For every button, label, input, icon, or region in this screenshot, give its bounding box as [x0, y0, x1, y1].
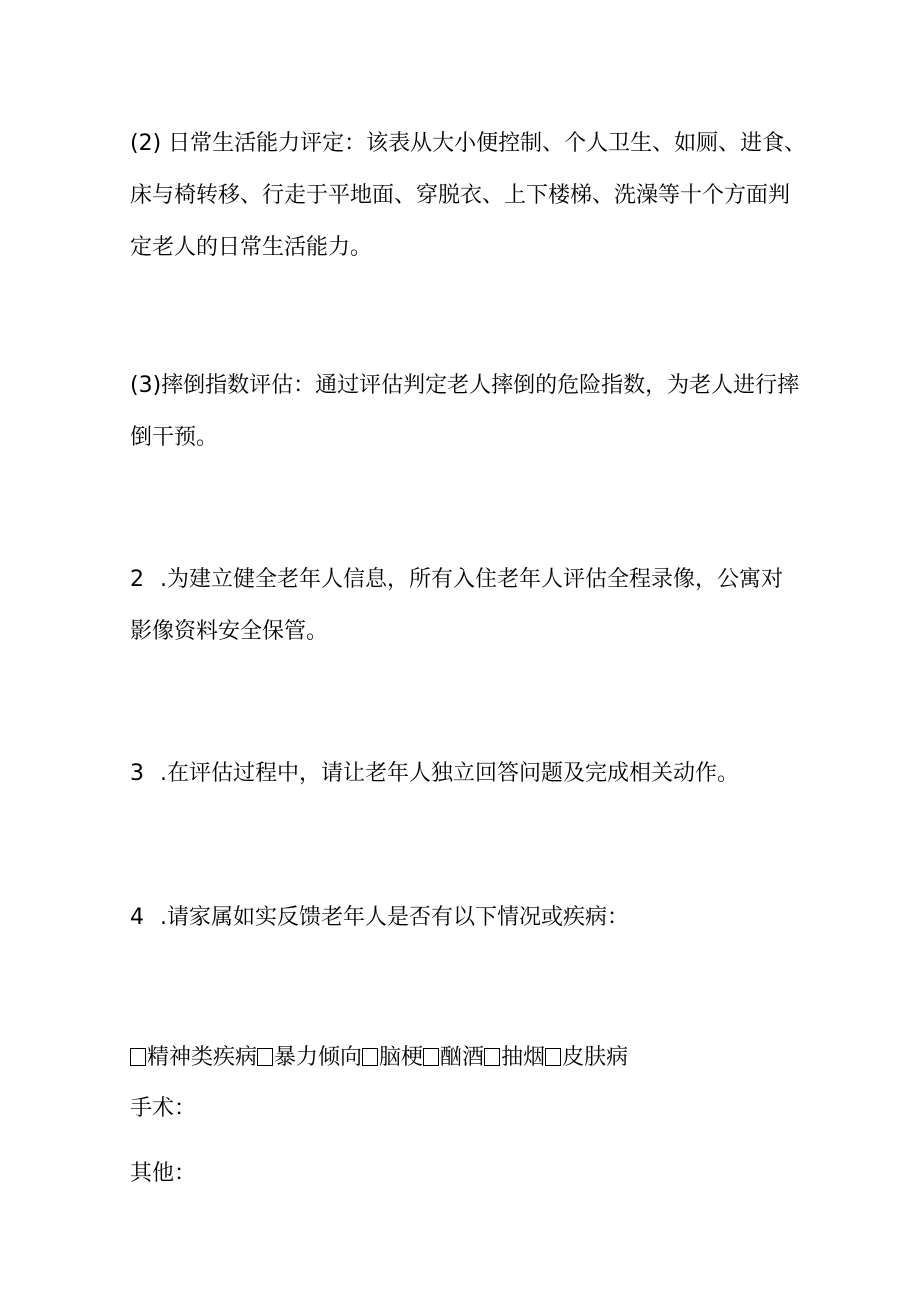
- paragraph-daily-living-assessment: [130, 118, 807, 274]
- text-segment: .为建立健全老年人信息，所有入住老年人评估全程录像，公寓对: [160, 567, 783, 592]
- text-line: 床与椅转移、行走于平地面、穿脱衣、上下楼梯、洗澡等十个方面判: [130, 183, 791, 208]
- condition-option[interactable]: [130, 1045, 257, 1070]
- surgery-field: [130, 1083, 790, 1135]
- text-line: [130, 554, 790, 606]
- text-line: 倒干预。: [130, 425, 219, 450]
- paragraph-point-3: [130, 748, 790, 800]
- paragraph-fall-index-assessment: [130, 360, 800, 464]
- condition-label: 皮肤病: [562, 1045, 629, 1070]
- condition-option[interactable]: [257, 1045, 362, 1070]
- condition-label: 脑梗: [379, 1045, 424, 1070]
- text-segment: .请家属如实反馈老年人是否有以下情况或疾病：: [160, 905, 629, 930]
- condition-label: 抽烟: [501, 1045, 546, 1070]
- point-number: 3: [130, 761, 144, 786]
- checkbox-icon[interactable]: [130, 1048, 146, 1066]
- checkbox-icon[interactable]: [257, 1048, 273, 1066]
- other-label: 其他：: [130, 1161, 197, 1186]
- condition-option[interactable]: [362, 1045, 423, 1070]
- point-number: 4: [130, 905, 144, 930]
- checkbox-icon[interactable]: [484, 1048, 500, 1066]
- text-line: (2) 日常生活能力评定：该表从大小便控制、个人卫生、如厕、进食、: [130, 131, 807, 156]
- condition-option[interactable]: [484, 1045, 545, 1070]
- text-line: 影像资料安全保管。: [130, 619, 329, 644]
- condition-label: 精神类疾病: [147, 1045, 258, 1070]
- conditions-checklist: [130, 1033, 790, 1083]
- paragraph-point-2: [130, 554, 790, 658]
- condition-option[interactable]: [545, 1045, 628, 1070]
- condition-label: 酗酒: [440, 1045, 485, 1070]
- point-number: 2: [130, 567, 144, 592]
- other-field: [130, 1148, 790, 1200]
- text-segment: .在评估过程中，请让老年人独立回答问题及完成相关动作。: [160, 761, 739, 786]
- checkbox-icon[interactable]: [423, 1048, 439, 1066]
- text-line: (3)摔倒指数评估：通过评估判定老人摔倒的危险指数，为老人进行摔: [130, 373, 800, 398]
- paragraph-point-4: [130, 892, 790, 944]
- text-line: 定老人的日常生活能力。: [130, 235, 373, 260]
- condition-label: 暴力倾向: [274, 1045, 363, 1070]
- checkbox-icon[interactable]: [362, 1048, 378, 1066]
- checkbox-icon[interactable]: [545, 1048, 561, 1066]
- text-line: [130, 748, 790, 800]
- condition-option[interactable]: [423, 1045, 484, 1070]
- checkbox-row: [130, 1033, 790, 1083]
- surgery-label: 手术：: [130, 1096, 197, 1121]
- text-line: [130, 892, 790, 944]
